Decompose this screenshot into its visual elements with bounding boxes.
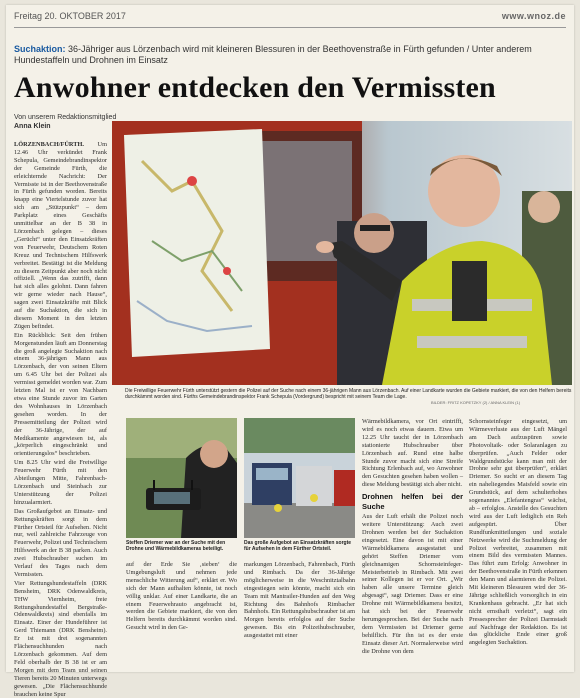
paragraph: Vier Rettungshundestaffeln (DRK Bensheim, DRK Odenwaldkreis, THW Viernheim, freie Rettungshundestaffel Bergstraße-Odenwaldkreis) sind ebenfalls im Einsatz. Einer der Hundeführer ist Gerd Thiemann (DRK Bensheim). Er ist mit drei sogenannten Flächensuchhunden nach Lörzenbach gekommen. Auf dem Feld oberhalb der B 38 ist er am Morgen mit dem Team und seinen Tieren bereits 20 Minuten unterwegs gewesen. „Die Flächensuchhunde brauchen keine Spur: [14, 579, 107, 698]
author-name: Anna Klein: [14, 123, 51, 130]
main-photo-illustration: [112, 121, 572, 385]
header-rule: [14, 27, 566, 28]
vehicles-photo-caption: Das große Aufgebot an Einsatzkräften sorgte für Aufsehen in dem Fürther Ortsteil.: [244, 540, 352, 553]
drone-photo-caption: Steffen Driemer war an der Suche mit den Drohne und Wärmebildkameras beteiligt.: [126, 540, 226, 553]
headline: Anwohner entdecken den Vermissten: [14, 71, 496, 104]
subheading: Drohnen helfen bei der Suche: [362, 492, 463, 512]
paragraph: Ein Rückblick: Seit den frühen Morgenstunden läuft am Donnerstag die groß angelegte Suchaktion nach einem 36-jährigen Mann aus Lörzenbach, der von seinen Eltern um 6.45 Uhr bei der Polizei als vermisst gemeldet worden war. Zum letzten Mal ist er von Nachbarn etwa eine Stunde zuvor im Garten des Wohnhauses in Lörzenbach gesehen worden. In der Pressemitteilung der Polizei wird der 36-Jährige, der auf Medikamente angewiesen ist, als „körperlich eingeschränkt und orientierungslos“ beschrieben.: [14, 331, 107, 458]
kicker: [14, 44, 566, 66]
site-url: www.wnoz.de: [501, 11, 566, 21]
photo-credit: BILDER: FRITZ KOPETZKY (2) / ANNA KLEIN (1): [431, 400, 521, 405]
vehicles-photo: [244, 418, 355, 538]
kicker-text: 36-Jähriger aus Lörzenbach wird mit kleineren Blessuren in der Beethovenstraße in Fürth gefunden / Unter anderem Hundestaffeln und Drohnen im Einsatz: [14, 44, 532, 65]
main-photo-caption: Die Freiwillige Feuerwehr Fürth unterstützt gestern die Polizei auf der Suche nach einem 36-jährigen Mann aus Lörzenbach. Auf einer Landkarte wurden die Gebiete markiert, die von den Helfern bereits durchkämmt worden sind. Fürths Gemeindebrandinspektor Frank Schepula (Vordergrund) bespricht mit seinem Team die Lage.: [125, 388, 572, 401]
article-column-2: auf der Erde Sie ‚sieben‘ die Umgebungsluft und nehmen jede menschliche Witterung auf“, erklärt er. Wo sich der Mann aufhalten könnte, ist noch völlig unklar. Auf einer Landkarte, die an einem Feuerwehrauto angebracht ist, werden die Gebiete markiert, die von den Helfern bereits durchkämmt worden sind. Gesucht wird in den Ge-: [126, 561, 237, 632]
lead-place: LÖRZENBACH/FÜRTH.: [14, 141, 84, 148]
issue-date: Freitag 20. OKTOBER 2017: [14, 11, 126, 21]
paragraph: Wärmebildkamera, vor Ort eintrifft, wird es noch etwas dauern. Etwa um 12.25 Uhr taucht der in Lörzenbach stationierte Hubschrauber über Lörzenbach auf. Rund eine halbe Stunde zuvor macht sich eine Streife Richtung Erlenbach auf, wo Anwohner den Gesuchten gesehen haben wollen – diese Meldung bestätigt sich aber nicht.: [362, 418, 463, 489]
article-column-1: [14, 141, 107, 698]
kicker-label: Suchaktion:: [14, 44, 66, 54]
paragraph: Um 8.25 Uhr wird die Freiwillige Feuerwehr Fürth mit den Abteilungen Mitte, Fahrenbach-Lörzenbach und Steinbach zur Unterstützung der Polizei hinzualarmiert.: [14, 459, 107, 506]
newspaper-page: [6, 5, 574, 698]
paragraph: Aus der Luft erhält die Polizei noch weitere Unterstützung: Auch zwei Drohnen werden bei der Suchaktion eingesetzt. Eine davon ist mit einer Wärmebildkamera ausgestattet und gehört Steffen Driemer vom gleichnamigen Schornsteinfeger-Meisterbetrieb in Rimbach. Mit zwei seiner Kollegen ist er vor Ort. „Wir haben alle unsere Termine gleich abgesagt“, sagt Driemer. Dass er eine Drohne mit Wärmebildkamera besitzt, hat sich bei der Feuerwehr herumgesprochen. Bei der Suche nach dem Vermissten ist Driemer gerne behilflich. Für ihn ist es der erste Einsatz dieser Art. Normalerweise wird die Drohne von dem: [362, 513, 463, 655]
page-header: [6, 5, 574, 24]
drone-photo-illustration: [126, 418, 237, 538]
vehicles-photo-illustration: [244, 418, 355, 538]
main-photo: [112, 121, 572, 385]
paragraph: Das Großaufgebot an Einsatz- und Rettungskräften sorgt in dem Fürther Ortsteil für Aufsehen. Nicht nur, weil zahlreiche Fahrzeuge von Feuerwehr, Polizei und Technischem Hilfswerk an der B 38 parken. Auch zwei Hubschrauber suchen im Verlauf des Tages nach dem Vermissten.: [14, 507, 107, 578]
paragraph: Um 12.46 Uhr verkündet Frank Schepula, Gemeindebrandinspektor der Gemeinde Fürth, die erleichternde Nachricht: Der Vermisste ist in der Beethovenstraße in Fürth gefunden worden. Bereits knapp eine Viertelstunde zuvor hat sich am „Stützpunkt“ – dem Parkplatz eines Geschäfts unmittelbar an der B 38 in Lörzenbach gelegen – dieses „Gerücht“ unter den Einsatzkräften von Feuerwehr, Deutschem Roten Kreuz und Technischem Hilfswerk verbreitet. Bestätigt ist die Meldung zu diesem Zeitpunkt aber noch nicht offiziell. „Wenn das zutrifft, dann hat sich alles gelohnt. Dann fahren wir gerne wieder nach Hause“, sagen zwei Einsatzkräfte mit Blick auf die Suchaktion, die sich in diesem Moment in den letzten Zügen befindet.: [14, 141, 107, 330]
drone-photo: [126, 418, 237, 538]
article-column-5: Schornsteinfeger eingesetzt, um Wärmeverluste aus der Luft Mängel am Dach aufzuspüren sowie Photovoltaik- oder Solaranlagen zu überprüfen. „Auch Felder oder Waldgrundstücke kann man mit der Drohne sehr gut überprüfen“, erklärt Driemer. So sucht er an diesem Tag ein naheliegendes Maisfeld sowie ein Grundstück, auf dem schulterhohes sogenanntes „Elefantengras“ wächst, ab – erfolglos. Anstelle des Gesuchten wird aus der Luft lediglich ein Reh aufgespürt. Über Rundfunkmitteilungen und soziale Netzwerke wird die Suchmeldung der Polizei verbreitet, zusammen mit einem Bild des vermissten Mannes. Das führt zum Erfolg: Anwohner in der Beethovenstraße in Fürth erkennen den Mann und alarmieren die Polizei. Mit kleineren Blessuren wird der 36-Jährige schließlich vorsorglich in ein Krankenhaus gebracht. „Er hat sich nicht ernsthaft verletzt“, sagt ein Pressesprecher der Polizei Darmstadt auf Nachfrage der Redaktion. Es ist das glückliche Ende einer groß angelegten Suchaktion.: [469, 418, 567, 647]
article-column-3: markungen Lörzenbach, Fahrenbach, Fürth und Rimbach. Da der 36-Jährige möglicherweise in die Weschnitztalbahn eingestiegen sein könnte, macht sich ein Team mit Mantrailer-Hunden auf den Weg Richtung des Bahnhofs Rimbacher Bahnhofs. Ein Rettungshubschrauber ist am Morgen bereits erfolglos auf der Suche gewesen. Bis ein Polizeihubschrauber, ausgestattet mit einer: [244, 561, 355, 640]
article-column-4: [362, 418, 463, 667]
byline-line: Von unserem Redaktionsmitglied: [14, 114, 117, 121]
